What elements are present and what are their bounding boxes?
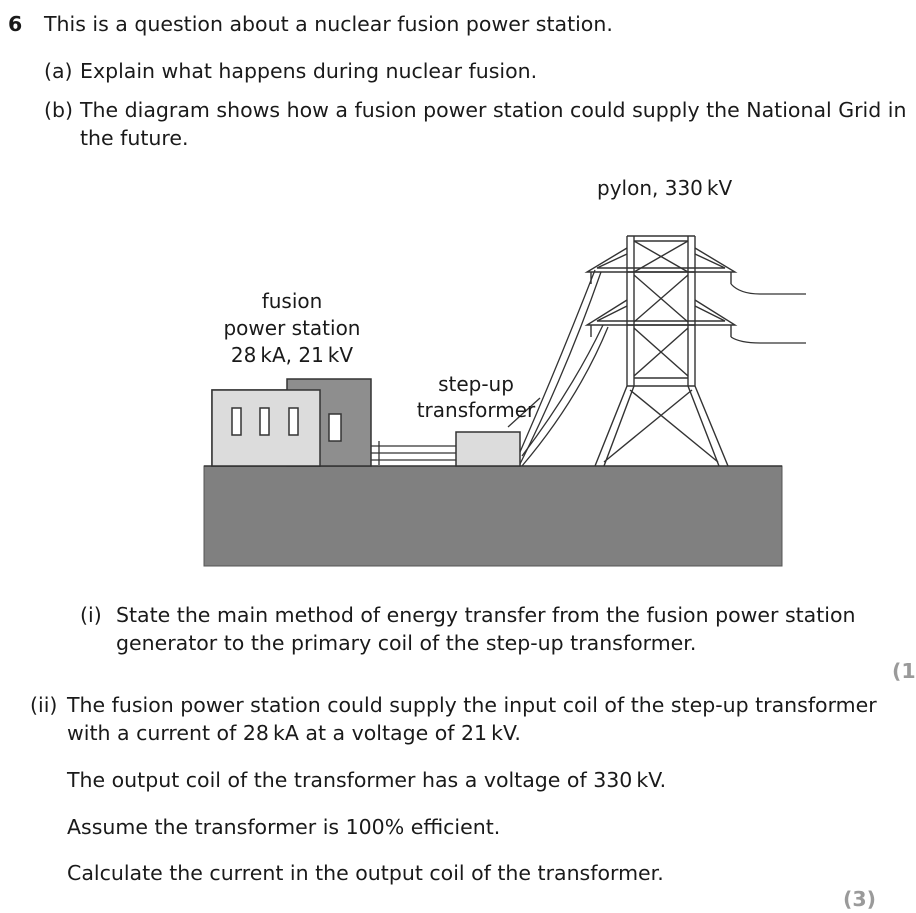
part-i-label: (i)	[80, 603, 102, 627]
pylon-label: pylon, 330 kV	[597, 176, 733, 200]
transformer-label-line1: step-up	[438, 372, 514, 396]
transformer-to-pylon-wires	[520, 270, 608, 466]
part-i-line2: generator to the primary coil of the step-up transformer.	[116, 631, 697, 655]
part-a-text: Explain what happens during nuclear fusion.	[80, 59, 538, 83]
step-up-transformer	[456, 432, 520, 466]
part-ii-efficiency: Assume the transformer is 100% efficient.	[67, 815, 501, 839]
part-b-label: (b)	[44, 98, 74, 122]
question-stem: This is a question about a nuclear fusion power station.	[44, 12, 613, 36]
part-ii-output-voltage: The output coil of the transformer has a voltage of 330 kV.	[67, 768, 667, 792]
station-label-line2: power station	[223, 316, 361, 340]
part-ii-instruction: Calculate the current in the output coil of the transformer.	[67, 861, 664, 885]
station-cables	[371, 441, 462, 465]
transmission-lines	[731, 284, 806, 343]
part-i-line1: State the main method of energy transfer from the fusion power station	[116, 603, 856, 627]
transformer-label-line2: transformer	[416, 398, 536, 422]
power-station-building	[212, 379, 371, 466]
pylon	[587, 236, 735, 466]
part-ii-line2: with a current of 28 kA at a voltage of 21 kV.	[67, 721, 521, 745]
question-number: 6	[8, 12, 23, 36]
part-a-label: (a)	[44, 59, 73, 83]
part-ii-marks: (3)	[843, 887, 877, 911]
station-label-line3: 28 kA, 21 kV	[230, 343, 354, 367]
part-b-line2: the future.	[80, 126, 189, 150]
part-ii-line1: The fusion power station could supply the input coil of the step-up transformer	[67, 693, 877, 717]
part-i-marks: (1	[892, 659, 916, 683]
ground	[204, 466, 782, 566]
station-label-line1: fusion	[261, 289, 323, 313]
part-ii-label: (ii)	[30, 693, 58, 717]
part-b-line1: The diagram shows how a fusion power station could supply the National Grid in	[80, 98, 907, 122]
